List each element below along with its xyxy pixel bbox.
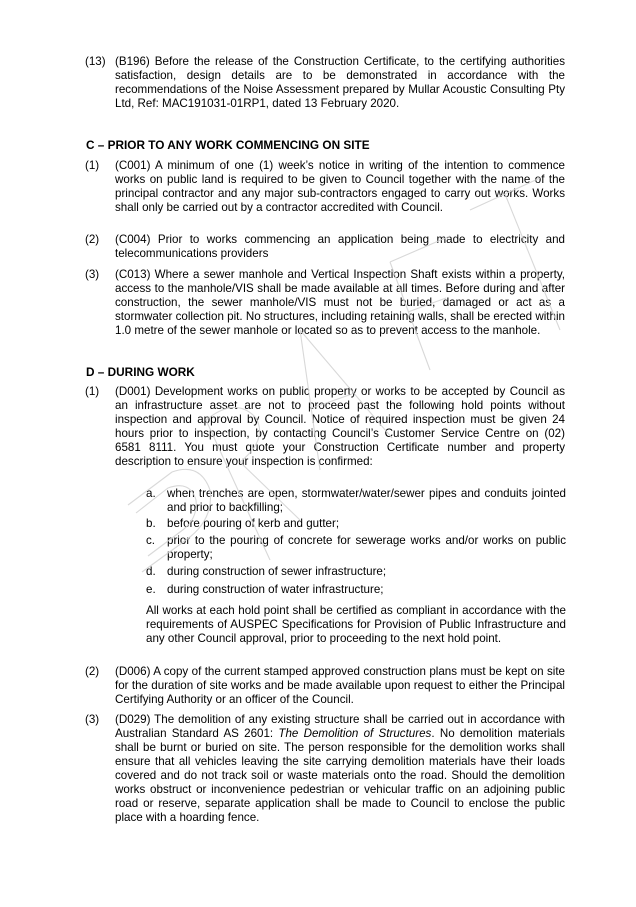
- item-number: (3): [85, 713, 100, 726]
- sub-letter: a.: [146, 487, 156, 500]
- item-number: (2): [85, 665, 100, 678]
- text-part: (D029) The demolition of any existing structure shall be carried out in accordance with Australian Standard AS 2601:: [115, 713, 565, 740]
- sub-text: when trenches are open, stormwater/water/sewer pipes and conduits jointed and prior to backfilling;: [167, 487, 566, 514]
- condition-d029: [85, 713, 565, 825]
- hold-point-c: [146, 534, 566, 562]
- sub-text: prior to the pouring of concrete for sewerage works and/or works on public property;: [167, 534, 566, 561]
- hold-point-d: [146, 565, 566, 579]
- condition-c013: [85, 268, 565, 338]
- condition-b196: [85, 55, 565, 111]
- condition-c004: [85, 233, 565, 261]
- text-part: . No demolition materials shall be burnt or buried on site. The person responsible for the demolition works shall ensure that all vehicles leaving the site carrying demolition materials have their loads covered and do not track soil or waste materials onto the road. Should the demolition works obstruct or inconvenience pedestrian or vehicular traffic on an adjoining public road or reserve, separate application shall be made to Council to enclose the public place with a hoarding fence.: [115, 727, 565, 824]
- hold-point-b: [146, 517, 566, 531]
- condition-c001: [85, 159, 565, 215]
- item-number: (2): [85, 233, 100, 246]
- hold-point-certification: All works at each hold point shall be certified as compliant in accordance with the requirements of AUSPEC Specifications for Provision of Public Infrastructure and any other Council approval, prior to proceeding to the next hold point.: [146, 604, 566, 645]
- item-text: (C004) Prior to works commencing an application being made to electricity and telecommunications providers: [115, 233, 565, 260]
- sub-text: before pouring of kerb and gutter;: [167, 517, 340, 530]
- section-c-heading: C – PRIOR TO ANY WORK COMMENCING ON SITE: [86, 138, 370, 152]
- sub-text: during construction of water infrastructure;: [167, 583, 384, 596]
- item-number: (3): [85, 268, 100, 281]
- standard-title: The Demolition of Structures: [278, 727, 432, 740]
- sub-letter: c.: [146, 534, 156, 547]
- sub-text: during construction of sewer infrastructure;: [167, 565, 387, 578]
- item-text: (B196) Before the release of the Construction Certificate, to the certifying authorities satisfaction, design details are to be demonstrated in accordance with the recommendations of the Noise Assessment prepared by Mullar Acoustic Consulting Pty Ltd, Ref: MAC191031-01RP1, dated 13 February 2020.: [115, 55, 565, 110]
- hold-point-a: [146, 487, 566, 515]
- hold-point-e: [146, 583, 566, 597]
- item-number: (1): [85, 385, 100, 398]
- sub-letter: b.: [146, 517, 156, 530]
- item-text: (C013) Where a sewer manhole and Vertical Inspection Shaft exists within a property, access to the manhole/VIS shall be made available at all times. Before during and after construction, the sewer manhole/VIS must not be buried, damaged or act as a stormwater collection pit. No structures, including retaining walls, shall be erected within 1.0 metre of the sewer manhole or located so as to prevent access to the manhole.: [115, 268, 565, 337]
- item-number: (1): [85, 159, 100, 172]
- sub-letter: e.: [146, 583, 156, 596]
- sub-letter: d.: [146, 565, 156, 578]
- condition-d001: [85, 385, 565, 469]
- item-text: (D001) Development works on public property or works to be accepted by Council as an infrastructure asset are not to proceed past the following hold points without inspection and approval by Council. Notice of required inspection must be given 24 hours prior to inspection, by contacting Council’s Customer Service Centre on (02) 6581 8111. You must quote your Construction Certificate number and property description to ensure your inspection is confirmed:: [115, 385, 565, 468]
- item-number: (13): [85, 55, 106, 68]
- section-d-heading: D – DURING WORK: [86, 365, 195, 379]
- item-text: (C001) A minimum of one (1) week’s notice in writing of the intention to commence works on public land is required to be given to Council together with the name of the principal contractor and any major sub-contractors engaged to carry out works. Works shall only be carried out by a contractor accredited with Council.: [115, 159, 565, 214]
- condition-d006: [85, 665, 565, 707]
- item-text: (D006) A copy of the current stamped approved construction plans must be kept on site for the duration of site works and be made available upon request to either the Principal Certifying Authority or an officer of the Council.: [115, 665, 565, 706]
- item-text: [115, 713, 565, 825]
